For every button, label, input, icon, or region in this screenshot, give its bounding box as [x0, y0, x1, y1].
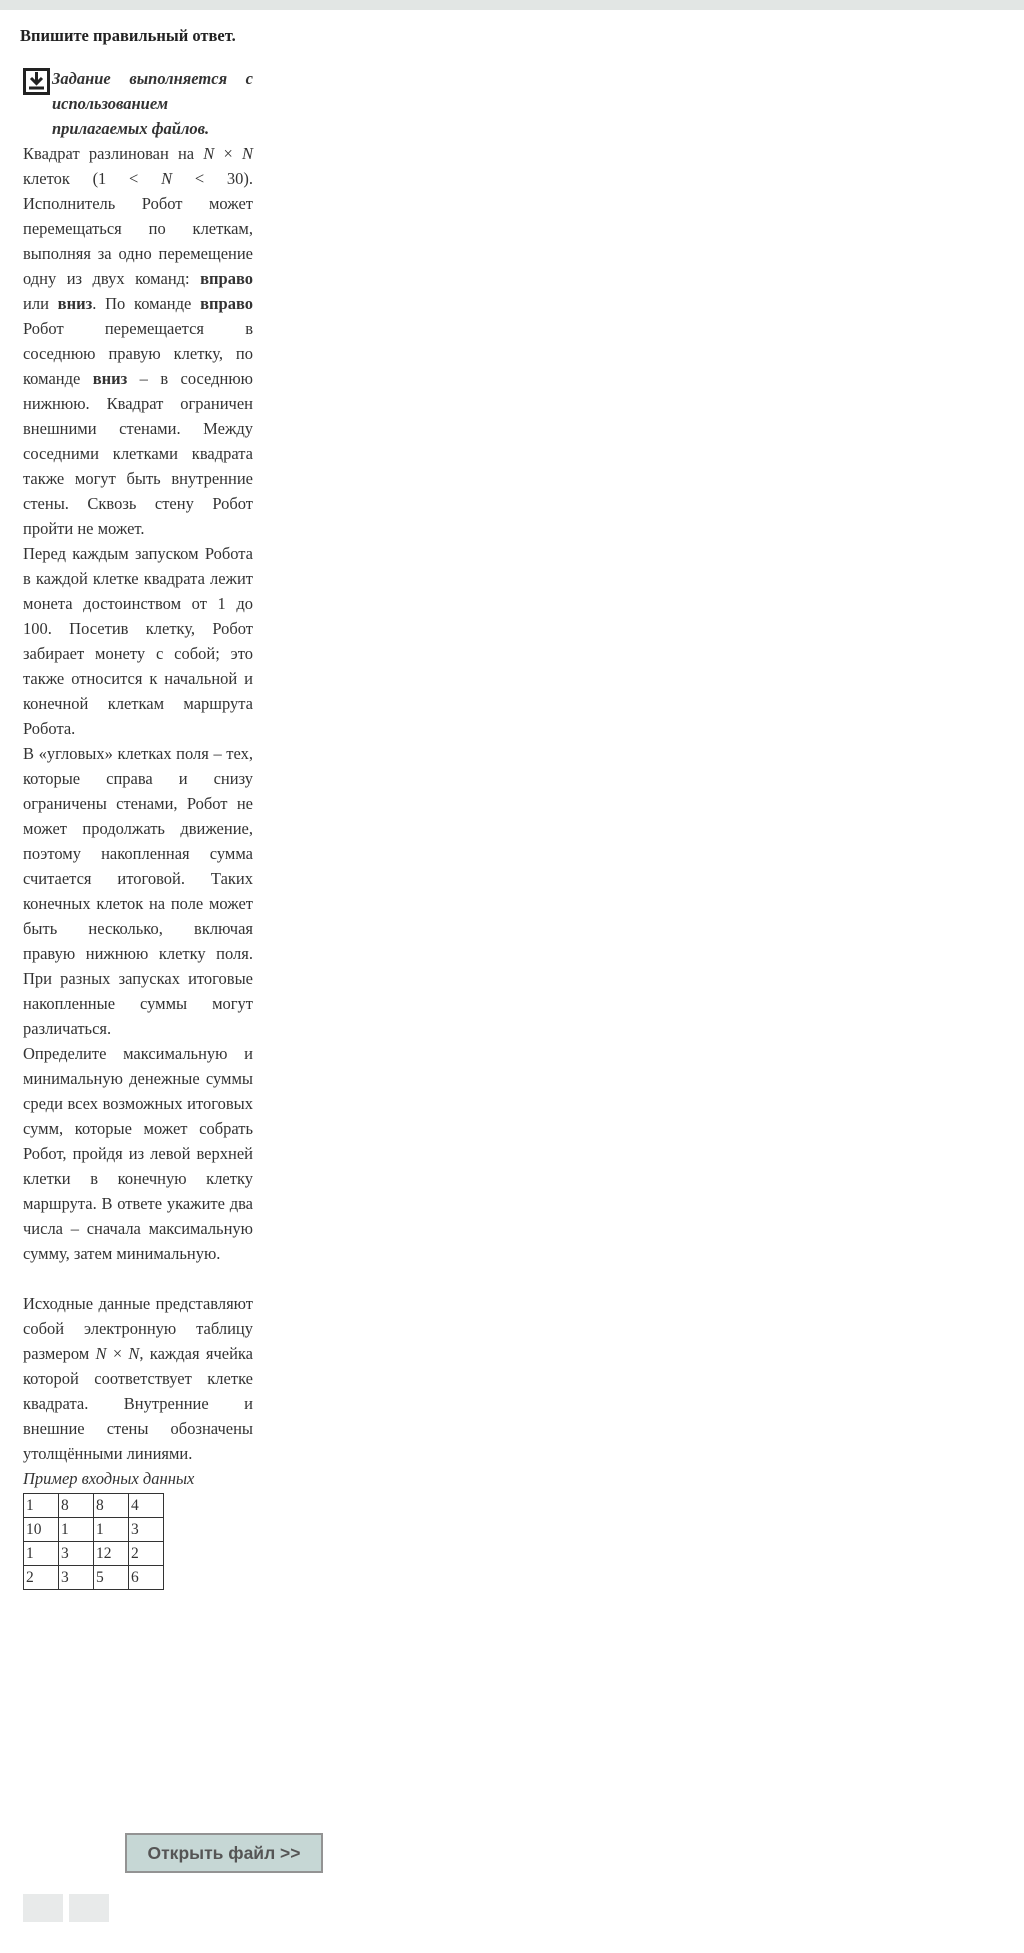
table-cell: 12	[94, 1542, 129, 1566]
bold-term: вниз	[57, 294, 93, 313]
italic-variable: N	[241, 144, 253, 163]
table-cell: 2	[24, 1566, 59, 1590]
table-cell: 5	[94, 1566, 129, 1590]
task-paragraph: Перед каждым запуском Робота в каждой клетке квадрата лежит монета достоинством от 1 до 100. Посетив клетку, Робот забирает монету с собой; это также относится к начальной и конечной клеткам маршрута Робота.	[23, 544, 253, 738]
task-paragraph: В «угловых» клетках поля – тех, которые справа и снизу ограничены стенами, Робот не может продолжать движение, поэтому накопленная сумма считается итоговой. Таких конечных клеток на поле может быть несколько, включая правую нижнюю клетку поля. При разных запусках итоговые накопленные суммы могут различаться.	[23, 744, 253, 1038]
table-cell: 2	[129, 1542, 164, 1566]
attachment-note	[23, 66, 253, 141]
table-cell: 3	[59, 1566, 94, 1590]
bold-term: вниз	[92, 369, 128, 388]
task-paragraph: Исходные данные представляют собой электронную таблицу размером N × N, каждая ячейка которой соответствует клетке квадрата. Внутренние и внешние стены обозначены утолщёнными линиями.	[23, 1294, 253, 1463]
table-row	[24, 1542, 164, 1566]
example-table	[23, 1493, 164, 1590]
table-cell: 1	[94, 1518, 129, 1542]
top-bar	[0, 0, 1024, 10]
table-cell: 1	[24, 1542, 59, 1566]
task-paragraph: Определите максимальную и минимальную денежные суммы среди всех возможных итоговых сумм, которые может собрать Робот, пройдя из левой верхней клетки в конечную клетку маршрута. В ответе укажите два числа – сначала максимальную сумму, затем минимальную.	[23, 1044, 253, 1263]
table-cell: 3	[129, 1518, 164, 1542]
italic-variable: N	[95, 1344, 107, 1363]
table-row	[24, 1494, 164, 1518]
italic-variable: N	[128, 1344, 140, 1363]
task-heading: Впишите правильный ответ.	[20, 26, 236, 45]
table-cell: 10	[24, 1518, 59, 1542]
bold-term: вправо	[200, 269, 253, 288]
table-cell: 8	[59, 1494, 94, 1518]
table-cell: 8	[94, 1494, 129, 1518]
table-cell: 1	[59, 1518, 94, 1542]
open-file-button[interactable]: Открыть файл >>	[125, 1833, 323, 1873]
bold-term: вправо	[200, 294, 253, 313]
table-row	[24, 1566, 164, 1590]
table-cell: 4	[129, 1494, 164, 1518]
pager-button-1[interactable]	[23, 1894, 63, 1922]
italic-variable: N	[203, 144, 215, 163]
table-cell: 1	[24, 1494, 59, 1518]
table-row	[24, 1518, 164, 1542]
blank-line	[23, 1266, 253, 1291]
table-cell: 3	[59, 1542, 94, 1566]
example-label: Пример входных данных	[23, 1469, 195, 1488]
pager-button-2[interactable]	[69, 1894, 109, 1922]
italic-variable: N	[161, 169, 173, 188]
download-icon	[23, 68, 50, 95]
attachment-note-text: Задание выполняется с использованием прилагаемых файлов.	[52, 69, 253, 138]
task-paragraph: Квадрат разлинован на N × N клеток (1 < N < 30). Исполнитель Робот может перемещаться по клеткам, выполняя за одно перемещение одну из двух команд: вправо или вниз. По команде вправо Робот перемещается в соседнюю правую клетку, по команде вниз – в соседнюю нижнюю. Квадрат ограничен внешними стенами. Между соседними клетками квадрата также могут быть внутренние стены. Сквозь стену Робот пройти не может.	[23, 144, 253, 538]
task-text	[23, 141, 253, 1466]
task-content	[23, 66, 253, 1590]
table-cell: 6	[129, 1566, 164, 1590]
